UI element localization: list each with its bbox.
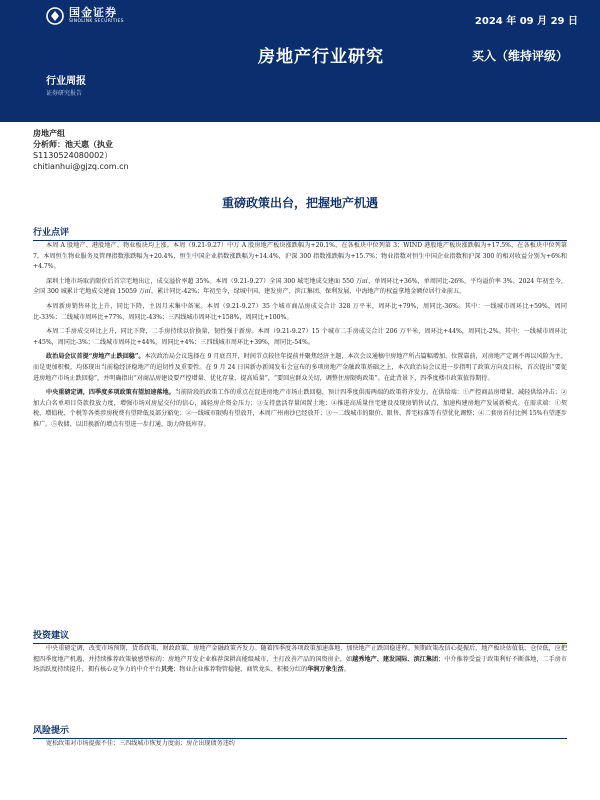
- rating-badge: 买入（维持评级）: [471, 49, 568, 63]
- paragraph-second-hand-sales: 本周二手房成交环比上升，同比下降，二手房持续以价换量，韧性强于新房。本周（9.21-9.27）15 个城市二手房成交合计 206 万平米，周环比+44%，周同比-2%。其中：一线城市周环比+45%，周同比-3%；二线城市周环比+44%，周同比+4%；三四线城市周环比+39%，周同比-54%。: [33, 328, 567, 346]
- paragraph-risk: 宽松政策对市场提振不佳；三四线城市恢复力度弱；房企出现债务违约: [46, 740, 235, 747]
- report-date: 2024 年 09 月 29 日: [474, 16, 578, 27]
- policy-body: 当前阶段的政策工作的重点在促进房地产市场止跌回稳，预计四季度供需两端的政策将齐发力。在供给端：①严控商品房增量，减轻供给冲击；②加大白名单项目贷款投放力度，增强市场对房屋交付的信心，减轻房企资金压力；③支持盘活存量闲置土地；④推进高质量住宅建设及现房销售试点，加速构建房地产发展新模式。在需求端：①契税、增值税、个税等各类涉房税费有望降低及部分豁免；②一线城市限购有望放开，本周广州南沙已经放开；③一二线城市的限价、限售、普宅标准等有望优化调整；④二套房首付比例 15%有望逐步推广。⑤收储、以旧换新的增点有望进一步打通，助力降低库存。: [33, 389, 568, 428]
- analyst-cert: S1130524080002）: [33, 151, 113, 160]
- paragraph-investment: [33, 644, 567, 676]
- paragraph-politburo: [33, 352, 567, 384]
- invest-picks-dev: 越秀地产、建发国际、滨江集团: [352, 655, 439, 663]
- section-title-risk: 风险提示: [33, 723, 567, 739]
- invest-end: 。: [343, 666, 350, 674]
- analyst-group: 房地产组: [33, 129, 65, 138]
- invest-tail: ；物业企业推荐物管稳健、商管龙头、积极分红的: [173, 666, 308, 674]
- analyst-email[interactable]: chitianhui@gjzq.com.cn: [33, 162, 129, 171]
- brand-logo: [46, 7, 124, 25]
- analyst-info: [33, 128, 129, 172]
- politburo-body: 本次政治局会议选择在 9 月底召开，时间节点较往年提前并聚焦经济主题，本次会议通稿中房地产所占篇幅增加、位置靠前，对房地产定调不再以风险为主，而是更加积极，均体现出当前稳经济稳地产的迫切性及重要性。在 9 月 24 日国新办新闻发布会宣布的多项房地产金融政策基础之上，本次政治局会议进一步指明了政策方向及目标，首次提出“要促进房地产市场止跌回稳”，并明确指出“对商品房建设要严控增量、优化存量、提高质量”，“要回应群众关切，调整住房限购政策”。在此背景下，四季度楼市政策值得期待。: [33, 353, 567, 382]
- brand-name-cn: 国金证券: [69, 6, 117, 20]
- invest-mid: ；中介推荐受益于政策利好不断落地，二手房市场活跃度持续提升，拥有核心竞争力的中介平台: [33, 655, 568, 674]
- report-header: [0, 0, 600, 122]
- policy-highlight: 中央重磅定调，四季度多项政策有望加速落地。: [46, 389, 175, 397]
- report-type: 行业周报: [46, 76, 86, 87]
- report-subtype: 证券研究报告: [46, 90, 83, 97]
- paragraph-new-home-sales: 本周新房销售环比上升，同比下降，主因月末集中备案。本周（9.21-9.27）35 个城市商品房成交合计 328 万平米，周环比+79%，周同比-36%。其中：一线城市周环比+59%，周同比-33%；二线城市周环比+77%，周同比-43%；三四线城市周环比+158%，周同比+100%。: [33, 302, 567, 321]
- invest-pick-property: 华润万象生活: [307, 666, 344, 674]
- section-title-invest: 投资建议: [33, 628, 567, 644]
- main-headline: 重磅政策出台，把握地产机遇: [221, 196, 378, 210]
- section-investment-advice: [33, 628, 567, 676]
- analyst-name: 分析师：池天惠（执业: [33, 140, 113, 149]
- sinolink-logo-icon: [46, 7, 64, 25]
- invest-pick-agency: 贝壳: [160, 666, 174, 674]
- paragraph-policy-outlook: [33, 388, 567, 430]
- section-industry-review: [33, 225, 567, 431]
- invest-body: 中央重磅定调，改变市场预期，货币政策、财政政策、房地产金融政策齐发力。随着四季度各项政策加速落地，加快地产止跌回稳进程。预期政策改信心提振后，地产板块估值低、仓位低，应把握四季度地产机遇，并持续推荐政策敏感型标的：房地产开发企业推荐深耕高能级城市、主打改善产品的国资房企，如: [33, 645, 567, 663]
- brand-name-en: SINOLINK SECURITIES: [69, 19, 124, 25]
- politburo-highlight: 政治局会议首提“房地产止跌回稳”。: [46, 353, 145, 361]
- paragraph-land-market: 深圳土地市场取消限价后首宗宅地出让，成交溢价率超 35%。本周（9.21-9.27）全国 300 城宅地成交建面 550 万㎡，单周环比+36%，单周同比-26%，平均溢价率 3%。2024 年初至今，全国 300 城累计宅地成交建面 15059 万㎡，累计同比-42%；年初至今，绿城中国、建发房产、滨江集团、保利发展、中海地产的权益拿地金额位居行业前五。: [33, 277, 567, 296]
- section-title-review: 行业点评: [33, 225, 567, 241]
- paragraph-index-performance: 本周 A 股地产、港股地产、物业板块均上涨。本周（9.21-9.27）中万 A 股房地产板块涨跌幅为+20.1%，在各板块中位列第 3；WIND 港股地产板块涨跌幅为+17.5%，在各板块中位列第 7。本周恒生物业服务及管理指数涨跌幅为+20.4%，恒生中国企业指数涨跌幅为+14.4%，沪深 300 指数涨跌幅为+15.7%；物业指数对恒生中国企业指数和沪深 300 的相对收益分别为+6%和+4.7%。: [33, 242, 567, 271]
- section-risk: [33, 723, 567, 750]
- report-title: 房地产行业研究: [258, 47, 384, 67]
